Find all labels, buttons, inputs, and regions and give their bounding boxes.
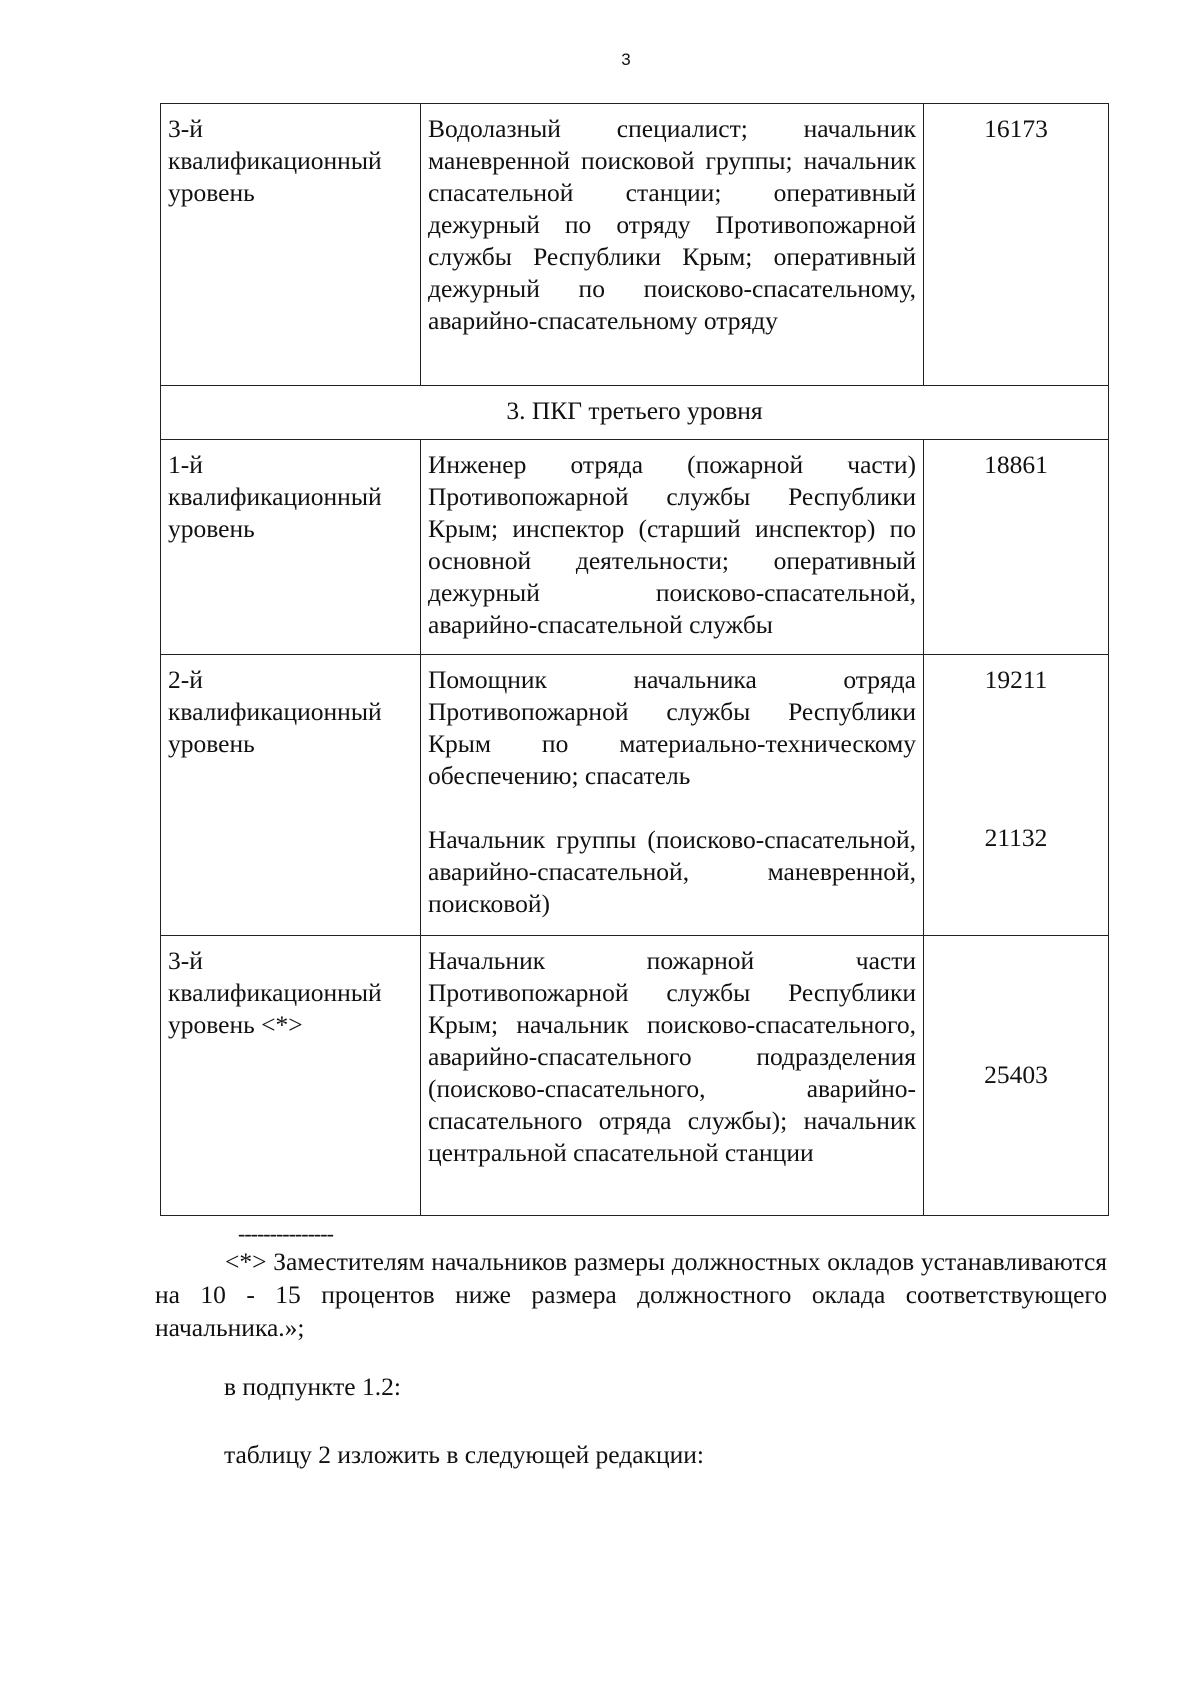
paragraph-subclause: в подпункте 1.2: <box>224 1372 401 1401</box>
position-description-group <box>421 655 924 936</box>
position-description: Начальник группы (поисково-спасательной, аварийно-спасательной, маневренной, поисковой) <box>428 825 916 918</box>
salary-table <box>160 103 1109 1216</box>
position-description: Водолазный специалист; начальник маневренной поисковой группы; начальник спасательной станции; оперативный дежурный по отряду Противопожарной службы Республики Крым; оперативный дежурный по поисково-спасательному, аварийно-спасательному отряду <box>421 104 924 386</box>
position-description: Начальник пожарной части Противопожарной службы Республики Крым; начальник поисково-спасательного, аварийно-спасательного подразделения (поисково-спасательного, аварийно-спасательного отряда службы); начальник центральной спасательной станции <box>421 936 924 1216</box>
salary-amount: 18861 <box>924 440 1109 655</box>
salary-amount-group <box>924 655 1109 936</box>
section-header-row <box>161 386 1109 440</box>
salary-amount: 21132 <box>984 823 1048 852</box>
table-row <box>161 440 1109 655</box>
footnote-separator: --------------- <box>238 1221 333 1246</box>
footnote-text: <*> Заместителям начальников размеры должностных окладов устанавливаются на 10 - 15 процентов ниже размера должностного оклада соответствующего начальника.»; <box>155 1247 1107 1342</box>
qualification-level: 3-й квалификационный уровень <*> <box>161 936 421 1216</box>
qualification-level: 3-й квалификационный уровень <box>161 104 421 386</box>
table-row <box>161 104 1109 386</box>
table-row <box>161 936 1109 1216</box>
page-number: 3 <box>621 50 631 69</box>
qualification-level: 1-й квалификационный уровень <box>161 440 421 655</box>
salary-amount: 16173 <box>924 104 1109 386</box>
section-title: 3. ПКГ третьего уровня <box>161 386 1109 440</box>
position-description: Помощник начальника отряда Противопожарной службы Республики Крым по материально-техническому обеспечению; спасатель <box>428 665 916 790</box>
salary-amount: 19211 <box>984 665 1048 694</box>
position-description: Инженер отряда (пожарной части) Противопожарной службы Республики Крым; инспектор (старший инспектор) по основной деятельности; оперативный дежурный поисково-спасательной, аварийно-спасательной службы <box>421 440 924 655</box>
paragraph-table-instruction: таблицу 2 изложить в следующей редакции: <box>224 1440 704 1469</box>
table-row <box>161 655 1109 936</box>
qualification-level: 2-й квалификационный уровень <box>161 655 421 936</box>
salary-amount-cell <box>924 936 1109 1216</box>
salary-amount: 25403 <box>984 1059 1048 1089</box>
